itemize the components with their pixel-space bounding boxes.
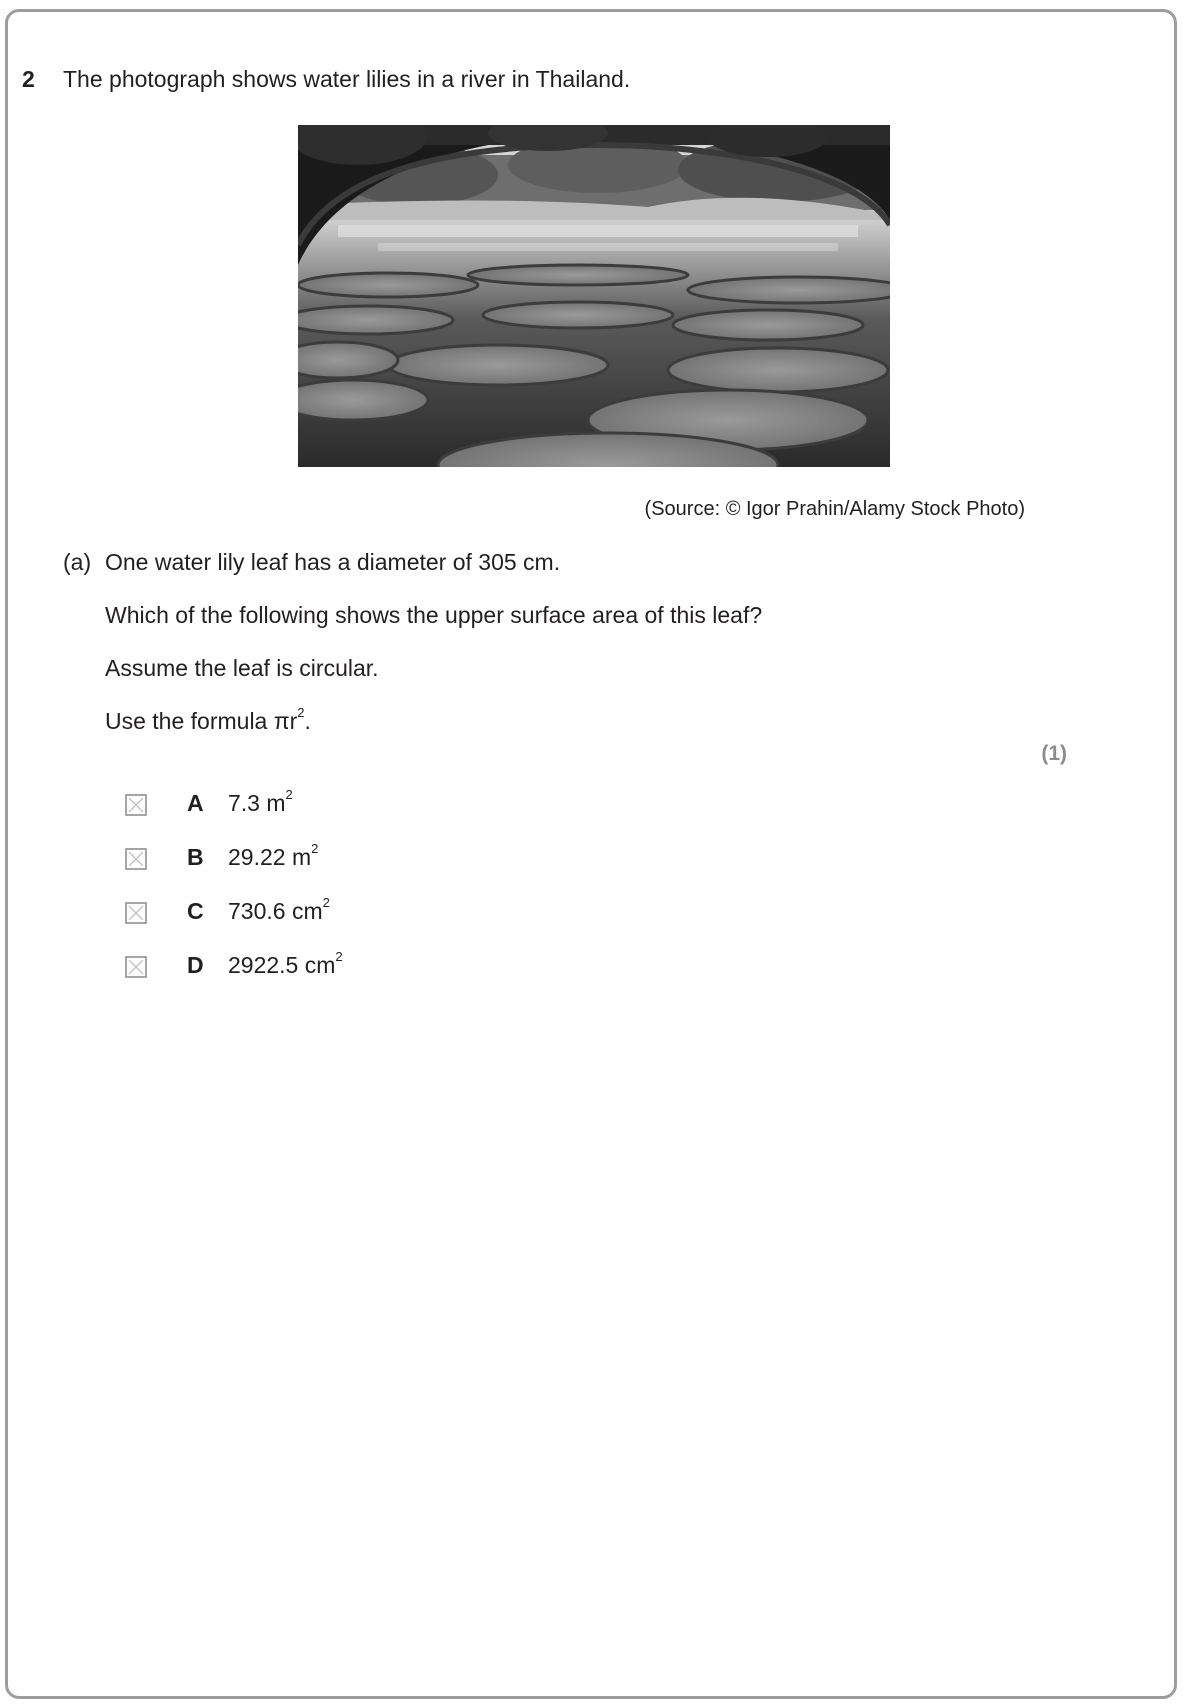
- part-a-formula: [105, 705, 311, 735]
- option-value-text: 2922.5 cm: [228, 952, 336, 978]
- option-letter: B: [187, 844, 204, 870]
- checkbox-icon[interactable]: [125, 848, 147, 870]
- option-exponent: 2: [285, 787, 293, 803]
- formula-text: Use the formula πr: [105, 708, 298, 734]
- checkbox-icon[interactable]: [125, 902, 147, 924]
- option-value: [228, 841, 319, 871]
- question-stem: The photograph shows water lilies in a river in Thailand.: [63, 66, 631, 92]
- option-letter: A: [187, 790, 204, 816]
- option-exponent: 2: [335, 949, 343, 965]
- question-number: 2: [22, 66, 35, 92]
- checkbox-icon[interactable]: [125, 794, 147, 816]
- option-value: [228, 787, 293, 817]
- option-value-text: 7.3 m: [228, 790, 286, 816]
- option-value: [228, 949, 343, 979]
- part-a-line2: Which of the following shows the upper surface area of this leaf?: [105, 602, 763, 628]
- option-exponent: 2: [311, 841, 319, 857]
- option-exponent: 2: [322, 895, 330, 911]
- water-lilies-photo: [298, 125, 890, 467]
- option-value-text: 730.6 cm: [228, 898, 323, 924]
- checkbox-icon[interactable]: [125, 956, 147, 978]
- formula-exponent: 2: [297, 705, 305, 721]
- marks-indicator: (1): [1041, 742, 1067, 765]
- option-letter: C: [187, 898, 204, 924]
- formula-period: .: [304, 708, 311, 734]
- option-value-text: 29.22 m: [228, 844, 312, 870]
- option-letter: D: [187, 952, 204, 978]
- option-value: [228, 895, 330, 925]
- photo-source-caption: (Source: © Igor Prahin/Alamy Stock Photo): [644, 498, 1025, 520]
- part-a-label: (a): [63, 549, 92, 575]
- part-a-line1: One water lily leaf has a diameter of 305 cm.: [105, 549, 561, 575]
- part-a-line3: Assume the leaf is circular.: [105, 655, 379, 681]
